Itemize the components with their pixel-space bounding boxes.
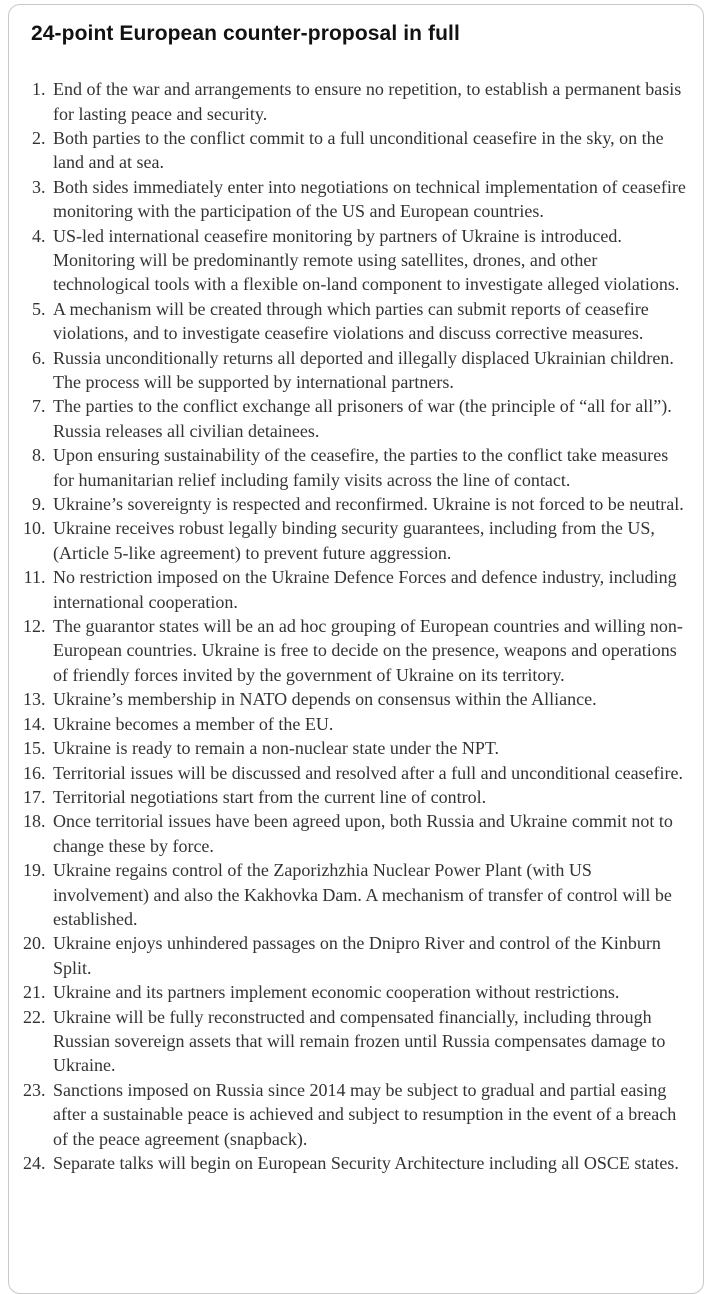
list-item: 12. The guarantor states will be an ad hoc grouping of European countries and willing non-European countries. Ukraine is free to decide on the presence, weapons and operations of friendly forces invited by the government of Ukraine on its territory.	[50, 614, 689, 687]
list-item: 7. The parties to the conflict exchange all prisoners of war (the principle of “all for all”). Russia releases all civilian detainees.	[50, 394, 689, 443]
list-item: 10. Ukraine receives robust legally binding security guarantees, including from the US, (Article 5-like agreement) to prevent future aggression.	[50, 516, 689, 565]
counter-proposal-card	[8, 4, 704, 1294]
list-item: 13. Ukraine’s membership in NATO depends on consensus within the Alliance.	[50, 687, 689, 711]
list-item: 11. No restriction imposed on the Ukraine Defence Forces and defence industry, including international cooperation.	[50, 565, 689, 614]
list-item: 24. Separate talks will begin on European Security Architecture including all OSCE states.	[50, 1151, 689, 1175]
list-item: 14. Ukraine becomes a member of the EU.	[50, 712, 689, 736]
list-item: 9. Ukraine’s sovereignty is respected and reconfirmed. Ukraine is not forced to be neutral.	[50, 492, 689, 516]
list-item: 2. Both parties to the conflict commit to a full unconditional ceasefire in the sky, on the land and at sea.	[50, 126, 689, 175]
list-item: 6. Russia unconditionally returns all deported and illegally displaced Ukrainian children. The process will be supported by international partners.	[50, 346, 689, 395]
list-item: 21. Ukraine and its partners implement economic cooperation without restrictions.	[50, 980, 689, 1004]
list-item: 15. Ukraine is ready to remain a non-nuclear state under the NPT.	[50, 736, 689, 760]
list-item: 3. Both sides immediately enter into negotiations on technical implementation of ceasefire monitoring with the participation of the US and European countries.	[50, 175, 689, 224]
list-item: 1. End of the war and arrangements to ensure no repetition, to establish a permanent basis for lasting peace and security.	[50, 77, 689, 126]
list-item: 16. Territorial issues will be discussed and resolved after a full and unconditional ceasefire.	[50, 761, 689, 785]
list-item: 8. Upon ensuring sustainability of the ceasefire, the parties to the conflict take measures for humanitarian relief including family visits across the line of contact.	[50, 443, 689, 492]
list-item: 20. Ukraine enjoys unhindered passages on the Dnipro River and control of the Kinburn Split.	[50, 931, 689, 980]
list-item: 4. US-led international ceasefire monitoring by partners of Ukraine is introduced. Monitoring will be predominantly remote using satellites, drones, and other technological tools with a flexible on-land component to investigate alleged violations.	[50, 224, 689, 297]
list-item: 17. Territorial negotiations start from the current line of control.	[50, 785, 689, 809]
proposal-list	[31, 77, 689, 1175]
list-item: 19. Ukraine regains control of the Zaporizhzhia Nuclear Power Plant (with US involvement) and also the Kakhovka Dam. A mechanism of transfer of control will be established.	[50, 858, 689, 931]
list-item: 23. Sanctions imposed on Russia since 2014 may be subject to gradual and partial easing after a sustainable peace is achieved and subject to resumption in the event of a breach of the peace agreement (snapback).	[50, 1078, 689, 1151]
list-item: 5. A mechanism will be created through which parties can submit reports of ceasefire violations, and to investigate ceasefire violations and discuss corrective measures.	[50, 297, 689, 346]
list-item: 22. Ukraine will be fully reconstructed and compensated financially, including through Russian sovereign assets that will remain frozen until Russia compensates damage to Ukraine.	[50, 1005, 689, 1078]
card-title: 24-point European counter-proposal in full	[31, 22, 460, 45]
list-item: 18. Once territorial issues have been agreed upon, both Russia and Ukraine commit not to change these by force.	[50, 809, 689, 858]
